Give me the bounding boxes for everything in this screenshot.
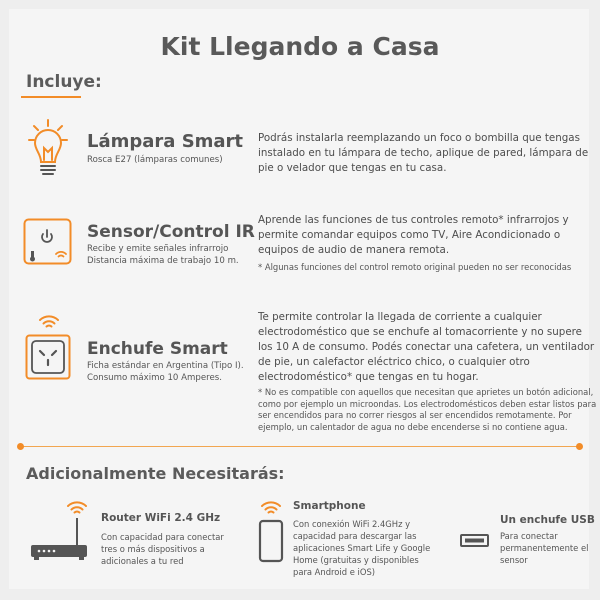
product-note-sensor: * Algunas funciones del control remoto original pueden no ser reconocidas	[258, 262, 572, 272]
product-desc-sensor: Aprende las funciones de tus controles remoto* infrarrojos y permite comandar equipos como TV, Aire Acondicionado o equipos de audio de manera remota.	[258, 214, 569, 256]
smart-plug-icon	[25, 334, 71, 384]
requirement-desc-router: Con capacidad para conectar tres o más dispositivos a adicionales a tu red	[101, 532, 224, 566]
divider-dot-right	[576, 443, 583, 450]
requirement-name-router: Router WiFi 2.4 GHz	[101, 512, 221, 524]
section-heading-incluye: Incluye:	[26, 72, 102, 92]
product-name-enchufe: Enchufe Smart	[87, 339, 228, 359]
requirement-name-smartphone: Smartphone	[293, 500, 366, 512]
product-note-enchufe: * No es compatible con aquellos que necesitan que aprietes un botón adicional, como por ejemplo un microondas. Los electrodomésticos deben estar listos para ser encendidos para no correr riesgos al ser encendidos remotamente. Por ejemplo, un calentador de agua no debe encenderse si no contiene agua.	[258, 387, 597, 432]
smartphone-icon	[257, 500, 285, 568]
usb-icon	[460, 533, 490, 552]
router-icon	[29, 500, 91, 566]
wifi-icon	[38, 314, 60, 334]
heading-underline	[21, 96, 81, 98]
page-title: Kit Llegando a Casa	[160, 32, 440, 61]
product-desc-lampara: Podrás instalarla reemplazando un foco o bombilla que tengas instalado en tu lámpara de techo, aplique de pared, lámpara de pie o velador que tengas en tu casa.	[258, 132, 589, 174]
section-divider	[20, 446, 580, 447]
product-sub-enchufe: Ficha estándar en Argentina (Tipo I). Consumo máximo 10 Amperes.	[87, 361, 244, 383]
ir-sensor-icon	[23, 218, 73, 270]
product-name-lampara: Lámpara Smart	[87, 131, 244, 152]
product-sub-sensor: Recibe y emite señales infrarrojo Distancia máxima de trabajo 10 m.	[87, 244, 239, 266]
requirement-name-usb: Un enchufe USB	[500, 514, 595, 526]
product-sub-lampara: Rosca E27 (lámparas comunes)	[87, 155, 223, 165]
section-heading-adicional: Adicionalmente Necesitarás:	[26, 464, 285, 483]
requirement-desc-smartphone: Con conexión WiFi 2.4GHz y capacidad para descargar las aplicaciones Smart Life y Google Home (gratuitas y disponibles para Android e iOS)	[293, 519, 431, 577]
product-desc-enchufe: Te permite controlar la llegada de corriente a cualquier electrodoméstico que se enchufe al tomacorriente y no supere los 10 A de consumo. Podés conectar una cafetera, un ventilador de pie, un calefactor eléctrico chico, o cualquier otro electrodoméstico* que tengas en tu hogar.	[258, 311, 595, 383]
lightbulb-icon	[28, 118, 68, 184]
divider-dot-left	[17, 443, 24, 450]
requirement-desc-usb: Para conectar permanentemente el sensor	[500, 531, 589, 565]
product-name-sensor: Sensor/Control IR	[87, 222, 255, 242]
